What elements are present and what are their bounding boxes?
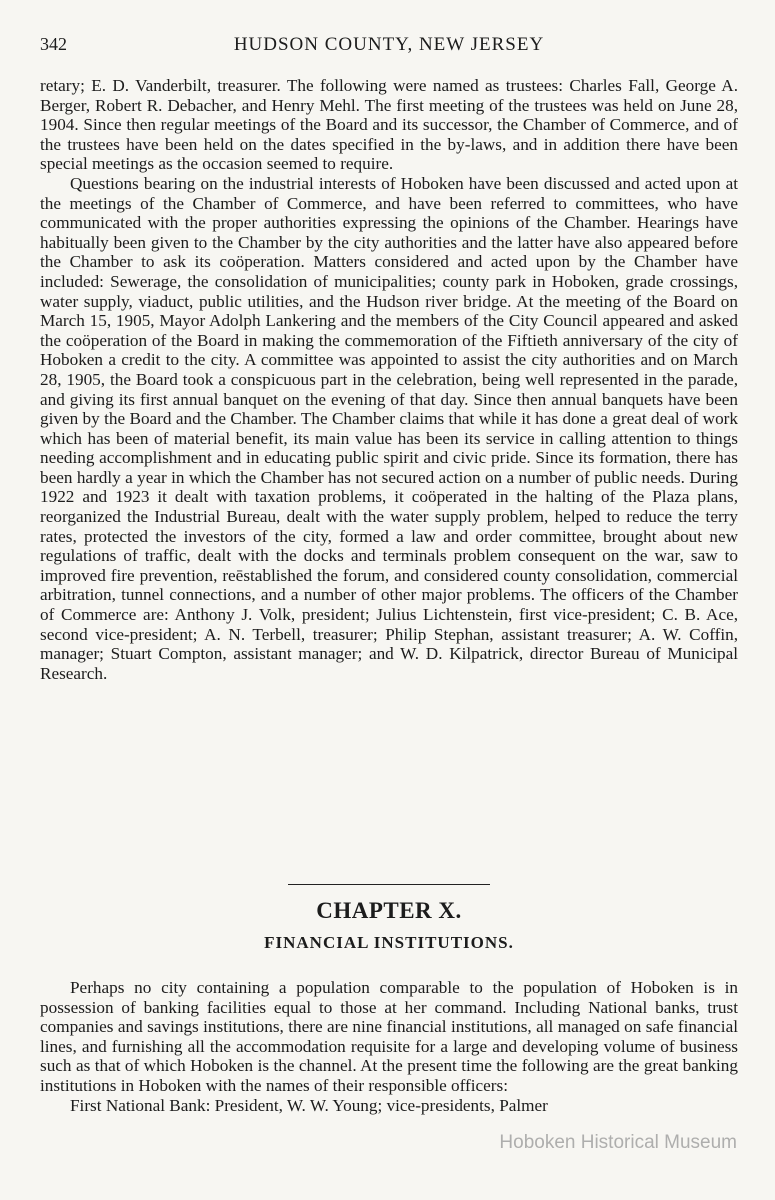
chapter-heading: CHAPTER X. bbox=[316, 898, 462, 923]
page-number: 342 bbox=[40, 34, 67, 54]
paragraph-first-national-bank: First National Bank: President, W. W. Young; vice-presidents, Palmer bbox=[70, 1095, 548, 1115]
page-header bbox=[40, 34, 738, 60]
paragraph-financial-intro: Perhaps no city containing a population comparable to the population of Hoboken is in possession of banking facilities equal to those at her command. Including National banks, trust companies and savings institutions, there are nine financial institutions, all managed on safe financial lines, and furnishing all the accommodation requisite for a large and developing volume of business such as that of which Hoboken is the channel. At the present time the following are the great banking institutions in Hoboken with the names of their responsible officers: bbox=[40, 978, 738, 1095]
watermark: Hoboken Historical Museum bbox=[499, 1132, 737, 1153]
chapter-text bbox=[40, 978, 738, 1115]
paragraph-continued: retary; E. D. Vanderbilt, treasurer. The following were named as trustees: Charles Fall, George A. Berger, Robert R. Debacher, and Henry Mehl. The first meeting of the trustees was held on June 28, 1904. Since then regular meetings of the Board and its successor, the Chamber of Commerce, and of the trustees have been held on the dates specified in the by-laws, and in addition there have been special meetings as the occasion seemed to require. bbox=[40, 76, 738, 174]
body-text bbox=[40, 76, 738, 683]
paragraph-chamber-of-commerce: Questions bearing on the industrial interests of Hoboken have been discussed and acted upon at the meetings of the Chamber of Commerce, and have been referred to committees, who have communicated with the proper authorities expressing the opinions of the Chamber. Hearings have habitually been given to the Chamber by the city authorities and the latter have also appeared before the Chamber to ask its coöperation. Matters considered and acted upon by the Chamber have included: Sewerage, the consolidation of municipalities; county park in Hoboken, grade crossings, water supply, viaduct, public utilities, and the Hudson river bridge. At the meeting of the Board on March 15, 1905, Mayor Adolph Lankering and the members of the City Council appeared and asked the coöperation of the Board in making the commemoration of the Fiftieth anniversary of the city of Hoboken a credit to the city. A committee was appointed to assist the city authorities and on March 28, 1905, the Board took a conspicuous part in the celebration, being well represented in the parade, and giving its first annual banquet on the evening of that day. Since then annual banquets have been given by the Board and the Chamber. The Chamber claims that while it has done a great deal of work which has been of material benefit, its main value has been its service in calling attention to things needing accomplishment and in educating public spirit and civic pride. Since its formation, there has been hardly a year in which the Chamber has not secured action on a number of public needs. During 1922 and 1923 it dealt with taxation problems, it coöperated in the halting of the Plaza plans, reorganized the Industrial Bureau, dealt with the water supply problem, helped to reduce the terry rates, protected the investors of the city, formed a law and order committee, brought about new regulations of traffic, dealt with the docks and terminals problem consequent on the war, saw to improved fire prevention, reēstablished the forum, and considered county consolidation, commercial arbitration, tunnel connections, and a number of other major problems. The officers of the Chamber of Commerce are: Anthony J. Volk, president; Julius Lichtenstein, first vice-president; C. B. Ace, second vice-president; A. N. Terbell, treasurer; Philip Stephan, assistant treasurer; A. W. Coffin, manager; Stuart Compton, assistant manager; and W. D. Kilpatrick, director Bureau of Municipal Research. bbox=[40, 173, 738, 683]
chapter-subheading: FINANCIAL INSTITUTIONS. bbox=[264, 933, 514, 952]
running-title: HUDSON COUNTY, NEW JERSEY bbox=[233, 34, 545, 55]
section-divider bbox=[288, 884, 490, 885]
